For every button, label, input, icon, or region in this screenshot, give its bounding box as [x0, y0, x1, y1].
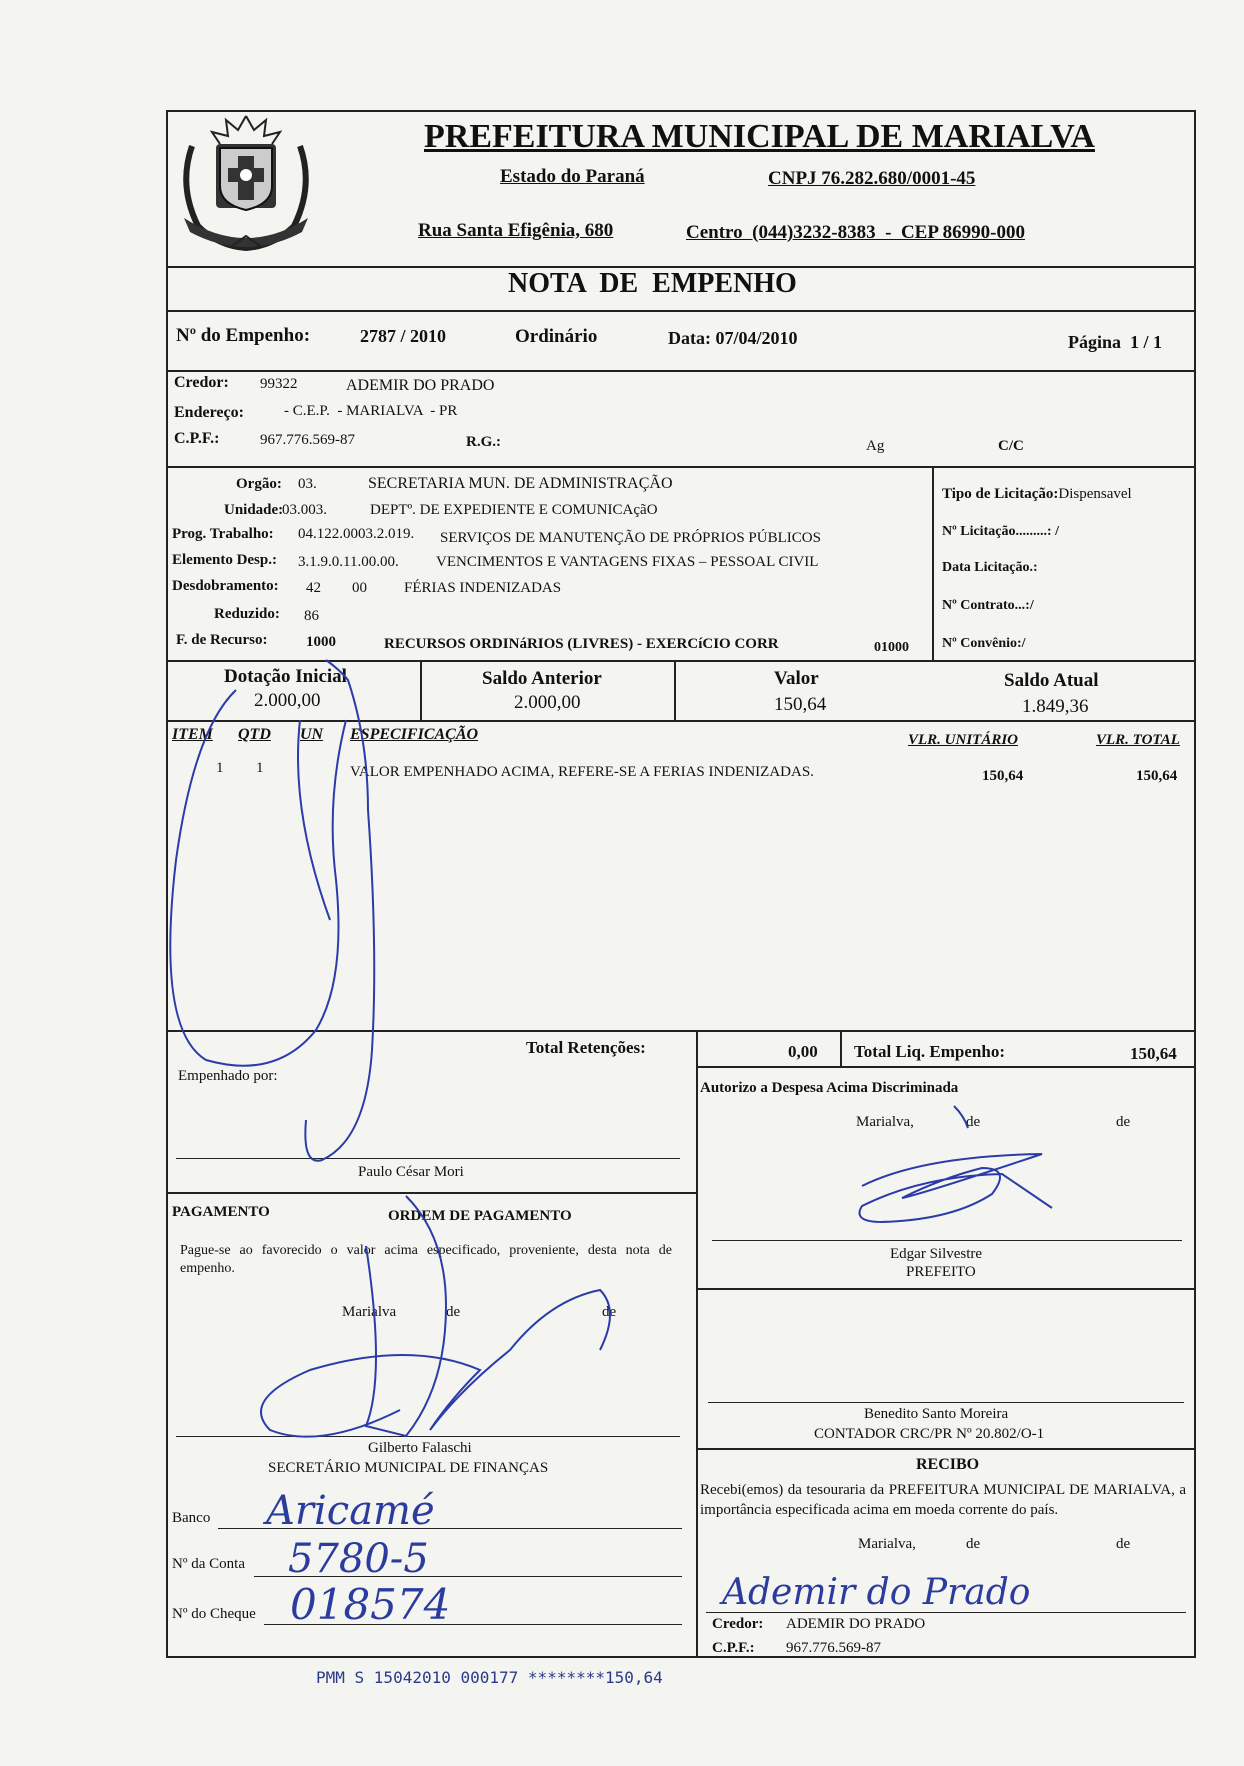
atual-value: 1.849,36 — [1022, 696, 1089, 717]
page-number: Página 1 / 1 — [1068, 332, 1163, 352]
licitacao-convenio: Nº Convênio:/ — [942, 636, 1026, 651]
coat-of-arms-icon — [172, 106, 320, 256]
elem-label: Elemento Desp.: — [172, 552, 277, 568]
empenho-type: Ordinário — [515, 326, 598, 347]
prog-code: 04.122.0003.2.019. — [298, 526, 415, 542]
divider — [166, 660, 1196, 662]
recibo-cpf-label: C.P.F.: — [712, 1640, 755, 1656]
col-qtd: QTD — [238, 726, 271, 743]
contador-name: Benedito Santo Moreira — [864, 1406, 1009, 1422]
fonte-code: 1000 — [306, 634, 336, 650]
pagamento-text: Pague-se ao favorecido o valor acima especificado, proveniente, desta nota de empenho. — [180, 1243, 672, 1276]
desd-b: 00 — [352, 580, 367, 596]
pagamento-city: Marialva — [342, 1304, 397, 1320]
divider — [166, 466, 1196, 468]
anterior-value: 2.000,00 — [514, 692, 581, 713]
header-estado: Estado do Paraná — [500, 166, 645, 187]
atual-label: Saldo Atual — [1004, 670, 1099, 691]
col-especificacao: ESPECIFICAÇÃO — [350, 726, 479, 743]
col-item: ITEM — [172, 726, 213, 743]
elem-code: 3.1.9.0.11.00.00. — [298, 554, 399, 570]
tipo-licitacao — [942, 486, 1132, 503]
pagamento-de1: de — [446, 1304, 461, 1320]
signature-line — [176, 1436, 680, 1437]
licitacao-num: Nº Licitação.........: / — [942, 524, 1059, 539]
empenho-date: Data: 07/04/2010 — [668, 328, 798, 348]
credor-code: 99322 — [260, 376, 298, 392]
header-centro: Centro (044)3232-8383 - CEP 86990-000 — [686, 222, 1025, 243]
recibo-title: RECIBO — [916, 1456, 980, 1473]
credor-signature: Ademir do Prado — [722, 1572, 1031, 1613]
recibo-credor-label: Credor: — [712, 1616, 764, 1632]
orgao-label: Orgão: — [236, 476, 282, 492]
empenhado-name: Paulo César Mori — [358, 1164, 464, 1180]
prog-label: Prog. Trabalho: — [172, 526, 274, 542]
elem-value: VENCIMENTOS E VANTAGENS FIXAS – PESSOAL CIVIL — [436, 554, 819, 570]
orgao-code: 03. — [298, 476, 317, 492]
autorizo-city: Marialva, — [856, 1114, 914, 1130]
anterior-label: Saldo Anterior — [482, 668, 602, 689]
fonte-value: RECURSOS ORDINáRIOS (LIVRES) - EXERCíCIO CORR — [384, 636, 779, 652]
header-rua: Rua Santa Efigênia, 680 — [418, 220, 614, 241]
autorizo-de1: de — [966, 1114, 981, 1130]
unidade-label: Unidade: — [224, 502, 284, 518]
fonte-label: F. de Recurso: — [176, 632, 268, 648]
empenhado-label: Empenhado por: — [178, 1068, 278, 1084]
empenho-number: 2787 / 2010 — [360, 326, 447, 346]
cpf-value: 967.776.569-87 — [260, 432, 355, 448]
header-title: PREFEITURA MUNICIPAL DE MARIALVA — [424, 118, 1095, 155]
unidade-value: DEPTº. DE EXPEDIENTE E COMUNICAçãO — [370, 502, 658, 518]
signature-line — [706, 1612, 1186, 1613]
dotacao-label: Dotação Inicial — [224, 666, 347, 687]
divider — [674, 660, 676, 720]
divider — [166, 720, 1196, 722]
secretario-name: Gilberto Falaschi — [368, 1440, 472, 1456]
divider — [696, 1066, 1196, 1068]
recibo-city: Marialva, — [858, 1536, 916, 1552]
cheque-label: Nº do Cheque — [172, 1606, 256, 1622]
tipo-licitacao-value: Dispensavel — [1058, 486, 1132, 502]
divider — [840, 1030, 842, 1066]
signature-line — [712, 1240, 1182, 1241]
conta-label: Nº da Conta — [172, 1556, 245, 1572]
table-row-total: 150,64 — [1136, 768, 1178, 784]
divider — [696, 1448, 1196, 1450]
valor-value: 150,64 — [774, 694, 827, 715]
col-vlr-total: VLR. TOTAL — [1096, 732, 1180, 748]
endereco-label: Endereço: — [174, 404, 244, 421]
divider — [166, 1030, 1196, 1032]
autorizo-de2: de — [1116, 1114, 1131, 1130]
banco-label: Banco — [172, 1510, 211, 1526]
unidade-code: 03.003. — [282, 502, 327, 518]
licitacao-data: Data Licitação.: — [942, 560, 1038, 575]
desd-a: 42 — [306, 580, 321, 596]
licitacao-contrato: Nº Contrato...:/ — [942, 598, 1034, 613]
divider — [420, 660, 422, 720]
divider — [166, 370, 1196, 372]
total-liq-label: Total Liq. Empenho: — [854, 1042, 1005, 1061]
rg-label: R.G.: — [466, 434, 501, 450]
conta-handwritten: 5780-5 — [288, 1536, 429, 1582]
divider — [696, 1030, 698, 1066]
endereco-value: - C.E.P. - MARIALVA - PR — [284, 403, 458, 419]
prog-value: SERVIÇOS DE MANUTENÇÃO DE PRÓPRIOS PÚBLICOS — [440, 530, 821, 546]
prefeito-role: PREFEITO — [906, 1264, 976, 1280]
banco-handwritten: Aricamé — [266, 1488, 435, 1534]
doc-title: NOTA DE EMPENHO — [508, 268, 797, 299]
recibo-de2: de — [1116, 1536, 1131, 1552]
pagamento-de2: de — [602, 1304, 617, 1320]
divider — [166, 310, 1196, 312]
ag-label: Ag — [866, 438, 885, 454]
desd-label: Desdobramento: — [172, 578, 279, 594]
total-retencoes-value: 0,00 — [788, 1042, 818, 1061]
credor-label: Credor: — [174, 374, 229, 391]
cpf-label: C.P.F.: — [174, 430, 220, 447]
desd-value: FÉRIAS INDENIZADAS — [404, 580, 562, 596]
divider — [696, 1288, 1196, 1290]
header-cnpj: CNPJ 76.282.680/0001-45 — [768, 168, 976, 189]
col-vlr-unitario: VLR. UNITÁRIO — [908, 732, 1019, 748]
secretario-role: SECRETÁRIO MUNICIPAL DE FINANÇAS — [268, 1460, 549, 1476]
ordem-pagamento-label: ORDEM DE PAGAMENTO — [388, 1208, 572, 1224]
footer-code: PMM S 15042010 000177 ********150,64 — [316, 1668, 663, 1687]
tipo-licitacao-label: Tipo de Licitação: — [942, 486, 1059, 502]
divider — [696, 1066, 698, 1658]
pagamento-label: PAGAMENTO — [172, 1204, 270, 1220]
divider — [166, 1192, 696, 1194]
divider — [932, 466, 934, 660]
valor-label: Valor — [774, 668, 819, 689]
col-un: UN — [300, 726, 324, 743]
orgao-value: SECRETARIA MUN. DE ADMINISTRAÇÃO — [368, 475, 673, 492]
cheque-handwritten: 018574 — [290, 1580, 451, 1629]
autorizo-text: Autorizo a Despesa Acima Discriminada — [700, 1080, 959, 1096]
contador-role: CONTADOR CRC/PR Nº 20.802/O-1 — [814, 1426, 1045, 1442]
recibo-text: Recebi(emos) da tesouraria da PREFEITURA MUNICIPAL DE MARIALVA, a importância especificada acima em moeda corrente do país. — [700, 1482, 1186, 1518]
dotacao-value: 2.000,00 — [254, 690, 321, 711]
cc-label: C/C — [998, 438, 1024, 454]
recibo-de1: de — [966, 1536, 981, 1552]
signature-line — [708, 1402, 1184, 1403]
reduzido-label: Reduzido: — [214, 606, 280, 622]
empenho-label: Nº do Empenho: — [176, 325, 311, 346]
recibo-credor-value: ADEMIR DO PRADO — [786, 1616, 926, 1632]
table-row-spec: VALOR EMPENHADO ACIMA, REFERE-SE A FERIAS INDENIZADAS. — [350, 764, 814, 780]
signature-line — [176, 1158, 680, 1159]
prefeito-name: Edgar Silvestre — [890, 1246, 983, 1262]
total-liq-value: 150,64 — [1130, 1044, 1177, 1063]
fonte-num: 01000 — [874, 640, 909, 655]
recibo-cpf-value: 967.776.569-87 — [786, 1640, 881, 1656]
table-row-item: 1 — [216, 760, 224, 776]
reduzido-value: 86 — [304, 608, 319, 624]
credor-name: ADEMIR DO PRADO — [346, 377, 495, 394]
table-row-unit: 150,64 — [982, 768, 1024, 784]
total-retencoes-label: Total Retenções: — [526, 1038, 646, 1057]
table-row-qtd: 1 — [256, 760, 264, 776]
